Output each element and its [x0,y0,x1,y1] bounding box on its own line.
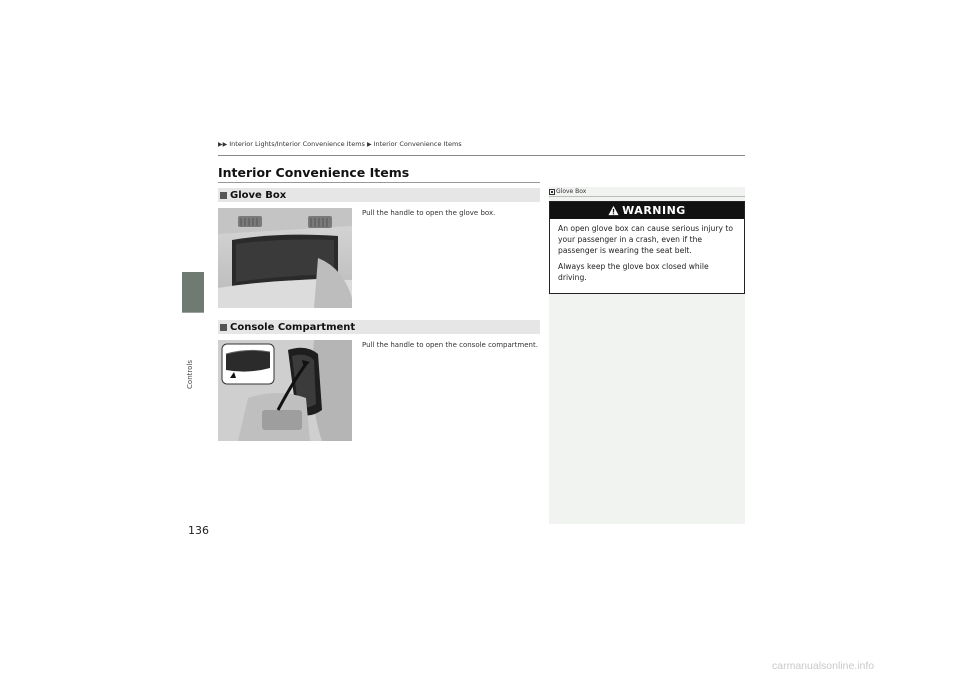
breadcrumb-item[interactable]: Interior Convenience Items [373,140,462,148]
warning-header [550,202,744,219]
breadcrumb [218,140,462,148]
section-text-console-compartment: Pull the handle to open the console compartment. [362,341,538,349]
square-bullet-icon [220,192,227,199]
sidebar-reference[interactable] [549,188,586,195]
chapter-tab-label: Controls [186,360,194,389]
sidebar-reference-label: Glove Box [556,188,587,195]
square-bullet-icon [220,324,227,331]
title-divider [218,182,540,183]
section-title: Console Compartment [230,321,356,333]
watermark: carmanualsonline.info [772,660,875,672]
section-header-console-compartment [218,320,540,334]
warning-box [549,201,745,294]
section-text-glove-box: Pull the handle to open the glove box. [362,209,496,217]
sidebar-divider [549,196,745,197]
page-title: Interior Convenience Items [218,165,410,180]
section-title: Glove Box [230,189,287,201]
arrow-right-icon: ▶ [366,140,372,148]
warning-title: WARNING [622,204,686,217]
warning-paragraph: An open glove box can cause serious injury to your passenger in a crash, even if the passenger is wearing the seat belt. [558,224,734,255]
breadcrumb-item[interactable]: Interior Lights/Interior Convenience Items [229,140,365,148]
warning-triangle-icon [608,205,619,216]
double-arrow-right-icon: ▶▶ [218,140,228,148]
console-compartment-photo [218,340,352,441]
warning-paragraph: Always keep the glove box closed while driving. [558,262,709,282]
chapter-tab-divider [182,312,204,313]
page-number: 136 [188,524,209,537]
header-divider [218,155,745,156]
chapter-tab[interactable] [182,272,204,312]
glove-box-photo [218,208,352,308]
warning-body [550,219,744,283]
reference-icon [549,189,555,195]
section-header-glove-box [218,188,540,202]
